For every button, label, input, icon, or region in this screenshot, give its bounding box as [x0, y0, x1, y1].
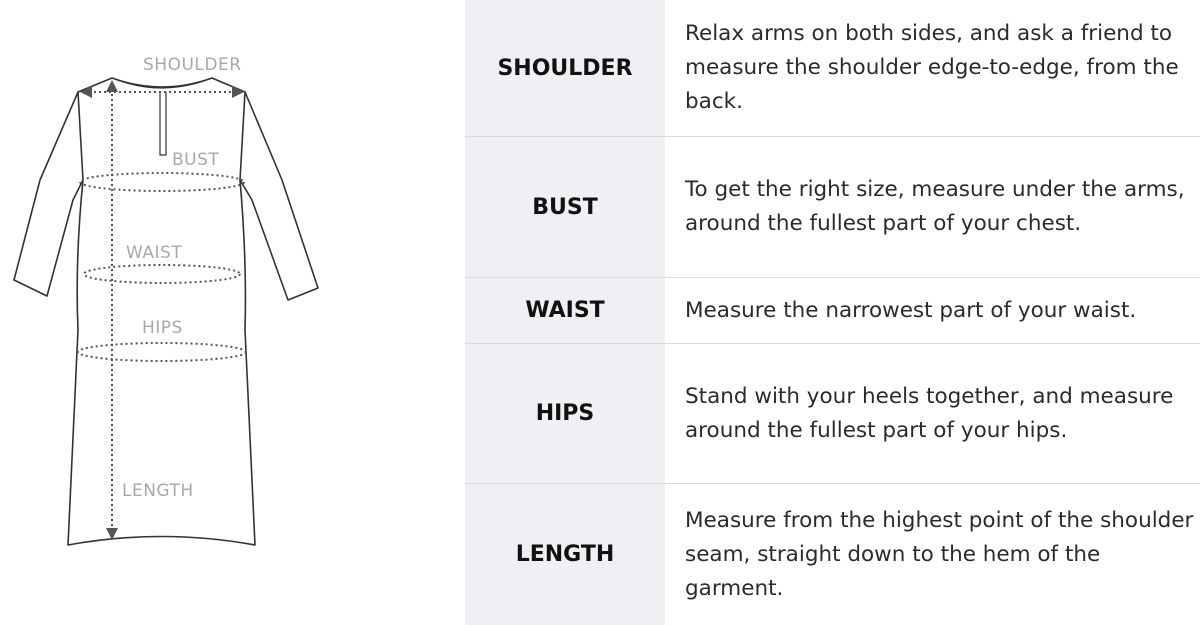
bust-label: BUST	[172, 150, 220, 170]
hips-label: HIPS	[142, 318, 183, 338]
row-description-text: Relax arms on both sides, and ask a friend to measure the shoulder edge-to-edge, from the back.	[685, 21, 1179, 114]
row-description-text: To get the right size, measure under the arms, around the fullest part of your chest.	[685, 177, 1185, 236]
row-description	[685, 484, 1200, 625]
row-term: WAIST	[465, 278, 665, 343]
neck-slit	[160, 92, 166, 155]
table-row-hips	[465, 344, 1200, 484]
measurement-guide-table	[465, 0, 1200, 625]
row-description-text: Measure from the highest point of the shoulder seam, straight down to the hem of the garment.	[685, 507, 1194, 601]
row-term: LENGTH	[465, 484, 665, 625]
shoulder-arrow-right	[232, 86, 244, 98]
table-row-length	[465, 484, 1200, 625]
left-sleeve-outline	[14, 92, 83, 296]
row-description	[685, 278, 1200, 343]
row-description	[685, 137, 1200, 277]
dress-outline-drawing	[0, 0, 340, 625]
right-sleeve-outline	[240, 92, 318, 300]
row-description-text: Measure the narrowest part of your waist.	[685, 297, 1137, 323]
shoulder-arrow-left	[80, 86, 92, 98]
table-row-bust	[465, 137, 1200, 278]
bust-guide-ellipse	[80, 173, 244, 191]
table-row-waist	[465, 278, 1200, 344]
shoulder-label: SHOULDER	[143, 55, 242, 75]
row-description-text: Stand with your heels together, and measure around the fullest part of your hips.	[685, 383, 1174, 443]
row-description	[685, 344, 1200, 483]
length-arrow-top	[106, 80, 118, 92]
table-row-shoulder	[465, 0, 1200, 137]
dress-body-outline	[68, 78, 255, 545]
waist-guide-ellipse	[84, 265, 240, 283]
row-term: SHOULDER	[465, 0, 665, 136]
dress-illustration	[0, 0, 340, 625]
length-label: LENGTH	[122, 481, 194, 501]
row-description	[685, 0, 1200, 136]
waist-label: WAIST	[126, 243, 183, 263]
row-term: BUST	[465, 137, 665, 277]
row-term: HIPS	[465, 344, 665, 483]
hips-guide-ellipse	[78, 343, 246, 361]
